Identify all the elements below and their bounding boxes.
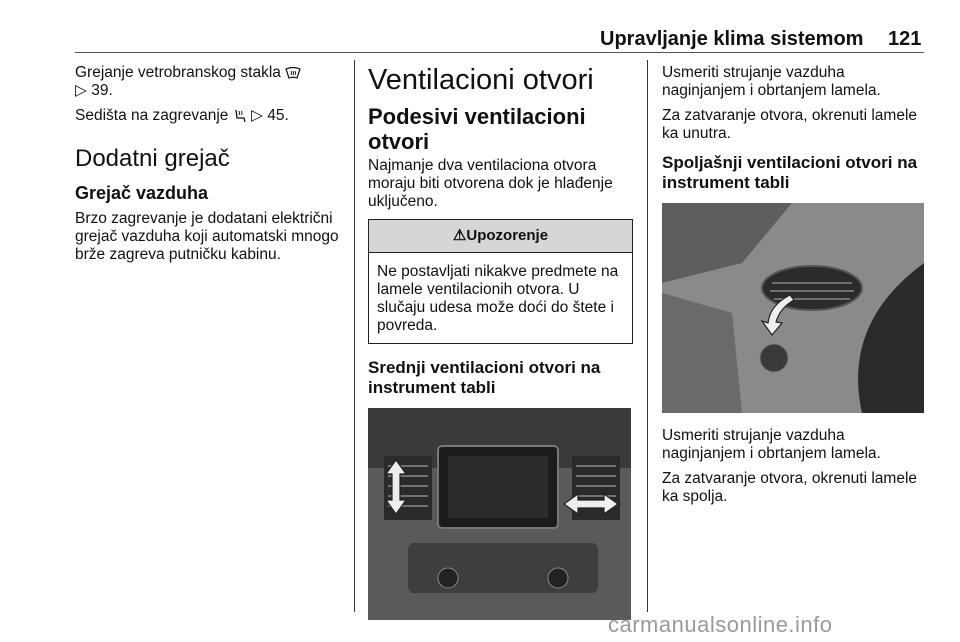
seat-heat-icon [233, 109, 247, 123]
page-header-title: Upravljanje klima sistemom [600, 28, 864, 50]
warning-icon: ⚠ [452, 227, 467, 244]
column-right [662, 64, 927, 513]
side-vents-photo [662, 203, 924, 413]
body-text: Brzo zagrevanje je dodatani električni grejač vazduha koji automatski mnogo brže zagreva putničku kabinu. [75, 210, 339, 263]
seat-heating-ref [75, 107, 345, 125]
warning-text: Ne postavljati nikakve predmete na lamele ventilacionih otvora. U slučaju udesa može doći do štete i povreda. [377, 263, 619, 334]
subsection-heading: Spoljašnji ventilacioni otvori na instrument tabli [662, 153, 918, 192]
page-number: 121 [888, 28, 922, 50]
section-heading: Dodatni grejač [75, 145, 230, 172]
windscreen-heat-icon [285, 67, 301, 79]
warning-title: Upozorenje [466, 227, 549, 244]
page-reference[interactable]: 45. [267, 107, 289, 124]
header-divider [75, 52, 924, 53]
body-text: Za zatvaranje otvora, okrenuti lamele ka unutra. [662, 107, 918, 142]
page-reference[interactable]: 39. [91, 82, 113, 99]
arrow-ref-icon: ▷ [251, 107, 263, 124]
body-text: Najmanje dva ventilaciona otvora moraju biti otvorena dok je hlađenje uključeno. [368, 157, 613, 210]
subsection-heading: Srednji ventilacioni otvori na instrument tabli [368, 358, 601, 397]
column-middle [368, 64, 633, 634]
column-divider [354, 60, 355, 612]
column-divider [647, 60, 648, 612]
body-text: Usmeriti strujanje vazduha naginjanjem i obrtanjem lamela. [662, 64, 881, 99]
body-text: Za zatvaranje otvora, okrenuti lamele ka spolja. [662, 470, 918, 505]
body-text: Usmeriti strujanje vazduha naginjanjem i obrtanjem lamela. [662, 427, 881, 462]
windscreen-heating-ref [75, 64, 345, 100]
windscreen-heating-text: Grejanje vetrobranskog stakla [75, 64, 281, 81]
watermark: carmanualsonline.info [608, 612, 833, 637]
subsection-heading: Podesivi ventilacioni otvori [368, 104, 586, 154]
seat-heating-text: Sedišta na zagrevanje [75, 107, 229, 124]
subsection-heading: Grejač vazduha [75, 183, 209, 203]
arrow-ref-icon: ▷ [75, 82, 87, 99]
section-heading: Ventilacioni otvori [368, 64, 594, 96]
warning-box [368, 219, 633, 344]
column-left [75, 64, 345, 271]
center-vents-photo [368, 408, 631, 620]
warning-header [369, 220, 632, 253]
